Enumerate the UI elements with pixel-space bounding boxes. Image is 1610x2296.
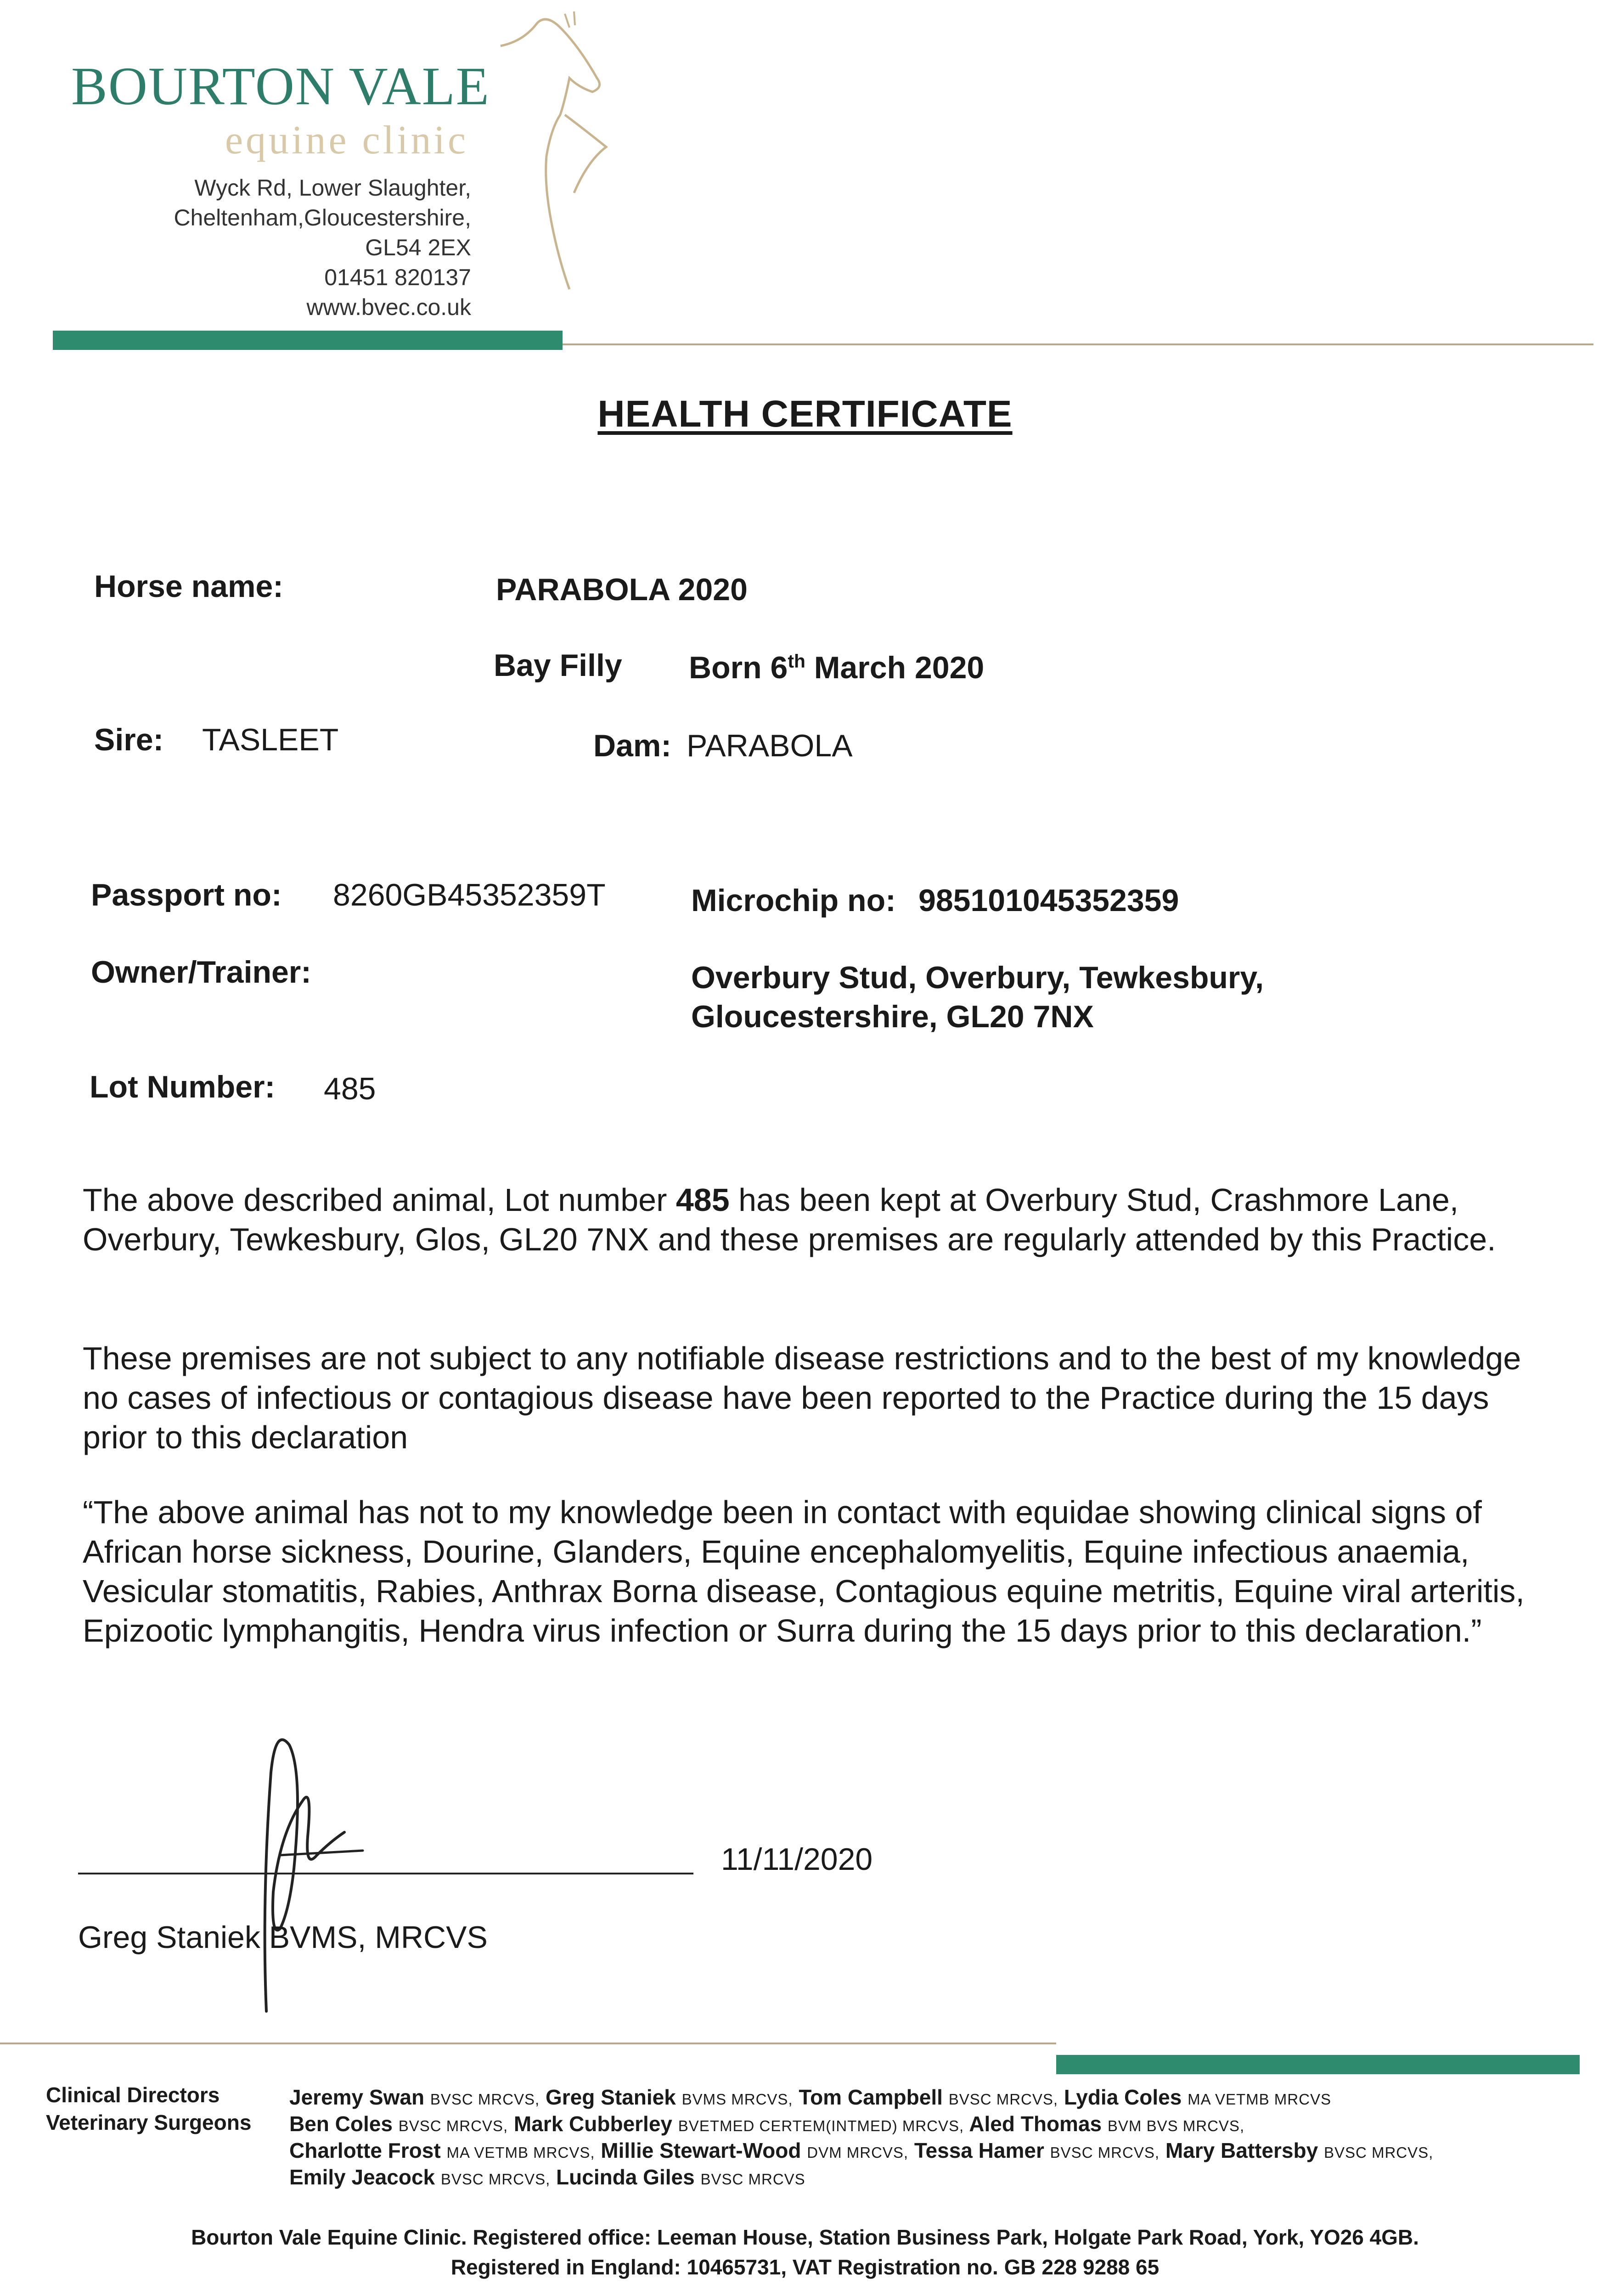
dam-value: PARABOLA xyxy=(687,728,853,763)
owner-label: Owner/Trainer: xyxy=(91,955,311,990)
clinic-website: www.bvec.co.uk xyxy=(306,294,471,320)
horse-name-value: PARABOLA 2020 xyxy=(496,572,748,607)
clinic-phone: 01451 820137 xyxy=(324,264,471,290)
footer-staff-row-4: Emily Jeacock BVSC MRCVS, Lucinda Giles BVSC MRCVS xyxy=(289,2165,805,2189)
horse-name-label: Horse name: xyxy=(94,569,283,604)
horse-logo-icon xyxy=(496,9,615,294)
signature-line xyxy=(78,1873,693,1874)
dam-label: Dam: xyxy=(593,728,672,763)
horse-born-date: Born 6th March 2020 xyxy=(689,650,985,685)
footer-staff-row-2: Ben Coles BVSC MRCVS, Mark Cubberley BVETMED CERTEM(INTMED) MRCVS, Aled Thomas BVM BVS MRCVS, xyxy=(289,2112,1245,2136)
sire-label: Sire: xyxy=(94,722,164,757)
declaration-paragraph-2: These premises are not subject to any notifiable disease restrictions and to the best of my knowledge no cases of infectious or contagious disease have been reported to the Practice during the 15 days prior to this declaration xyxy=(83,1340,1521,1455)
horse-description: Bay Filly xyxy=(494,648,622,683)
footer-thin-rule xyxy=(0,2043,1056,2044)
footer-label-surgeons: Veterinary Surgeons xyxy=(46,2110,252,2134)
footer-label-directors: Clinical Directors xyxy=(46,2083,220,2107)
header-green-rule xyxy=(53,331,563,350)
footer-staff-row-3: Charlotte Frost MA VETMB MRCVS, Millie Stewart-Wood DVM MRCVS, Tessa Hamer BVSC MRCVS, Mary Battersby BVSC MRCVS, xyxy=(289,2138,1434,2162)
header-thin-rule xyxy=(563,343,1593,345)
address-postcode: GL54 2EX xyxy=(365,235,471,260)
footer-staff-row-1: Jeremy Swan BVSC MRCVS, Greg Staniek BVMS MRCVS, Tom Campbell BVSC MRCVS, Lydia Coles MA VETMB MRCVS xyxy=(289,2085,1331,2109)
owner-line-2: Gloucestershire, GL20 7NX xyxy=(691,999,1094,1034)
address-line-1: Wyck Rd, Lower Slaughter, xyxy=(194,175,471,201)
signatory-name: Greg Staniek BVMS, MRCVS xyxy=(78,1920,488,1955)
page-title: HEALTH CERTIFICATE xyxy=(597,393,1013,435)
clinic-subtitle: equine clinic xyxy=(225,118,469,163)
handwritten-signature xyxy=(239,1717,377,2020)
passport-label: Passport no: xyxy=(91,878,282,912)
owner-line-1: Overbury Stud, Overbury, Tewkesbury, xyxy=(691,960,1264,995)
address-line-2: Cheltenham,Gloucestershire, xyxy=(174,205,471,231)
microchip-label: Microchip no: xyxy=(691,883,896,918)
lot-label: Lot Number: xyxy=(90,1069,276,1104)
sire-value: TASLEET xyxy=(202,722,339,757)
footer-green-rule xyxy=(1056,2055,1580,2074)
signature-date: 11/11/2020 xyxy=(721,1842,873,1877)
lot-value: 485 xyxy=(324,1071,376,1106)
clinic-name: BOURTON VALE xyxy=(71,56,490,116)
passport-value: 8260GB45352359T xyxy=(333,878,606,912)
declaration-paragraph-1: The above described animal, Lot number 485 has been kept at Overbury Stud, Crashmore Lane, Overbury, Tewkesbury, Glos, GL20 7NX and these premises are regularly attended by this Practice. xyxy=(83,1182,1496,1257)
declaration-paragraph-3: “The above animal has not to my knowledge been in contact with equidae showing clinical signs of African horse sickness, Dourine, Glanders, Equine encephalomyelitis, Equine infectious anaemia, Vesicular stomatitis, Rabies, Anthrax Borna disease, Contagious equine metritis, Equine viral arteritis, Epizootic lymphangitis, Hendra virus infection or Surra during the 15 days prior to this declaration.” xyxy=(83,1494,1525,1649)
microchip-value: 985101045352359 xyxy=(918,883,1179,918)
footer-registration: Registered in England: 10465731, VAT Registration no. GB 228 9288 65 xyxy=(450,2255,1160,2279)
footer-registered-office: Bourton Vale Equine Clinic. Registered office: Leeman House, Station Business Park, Holgate Park Road, York, YO26 4GB. xyxy=(191,2225,1419,2249)
